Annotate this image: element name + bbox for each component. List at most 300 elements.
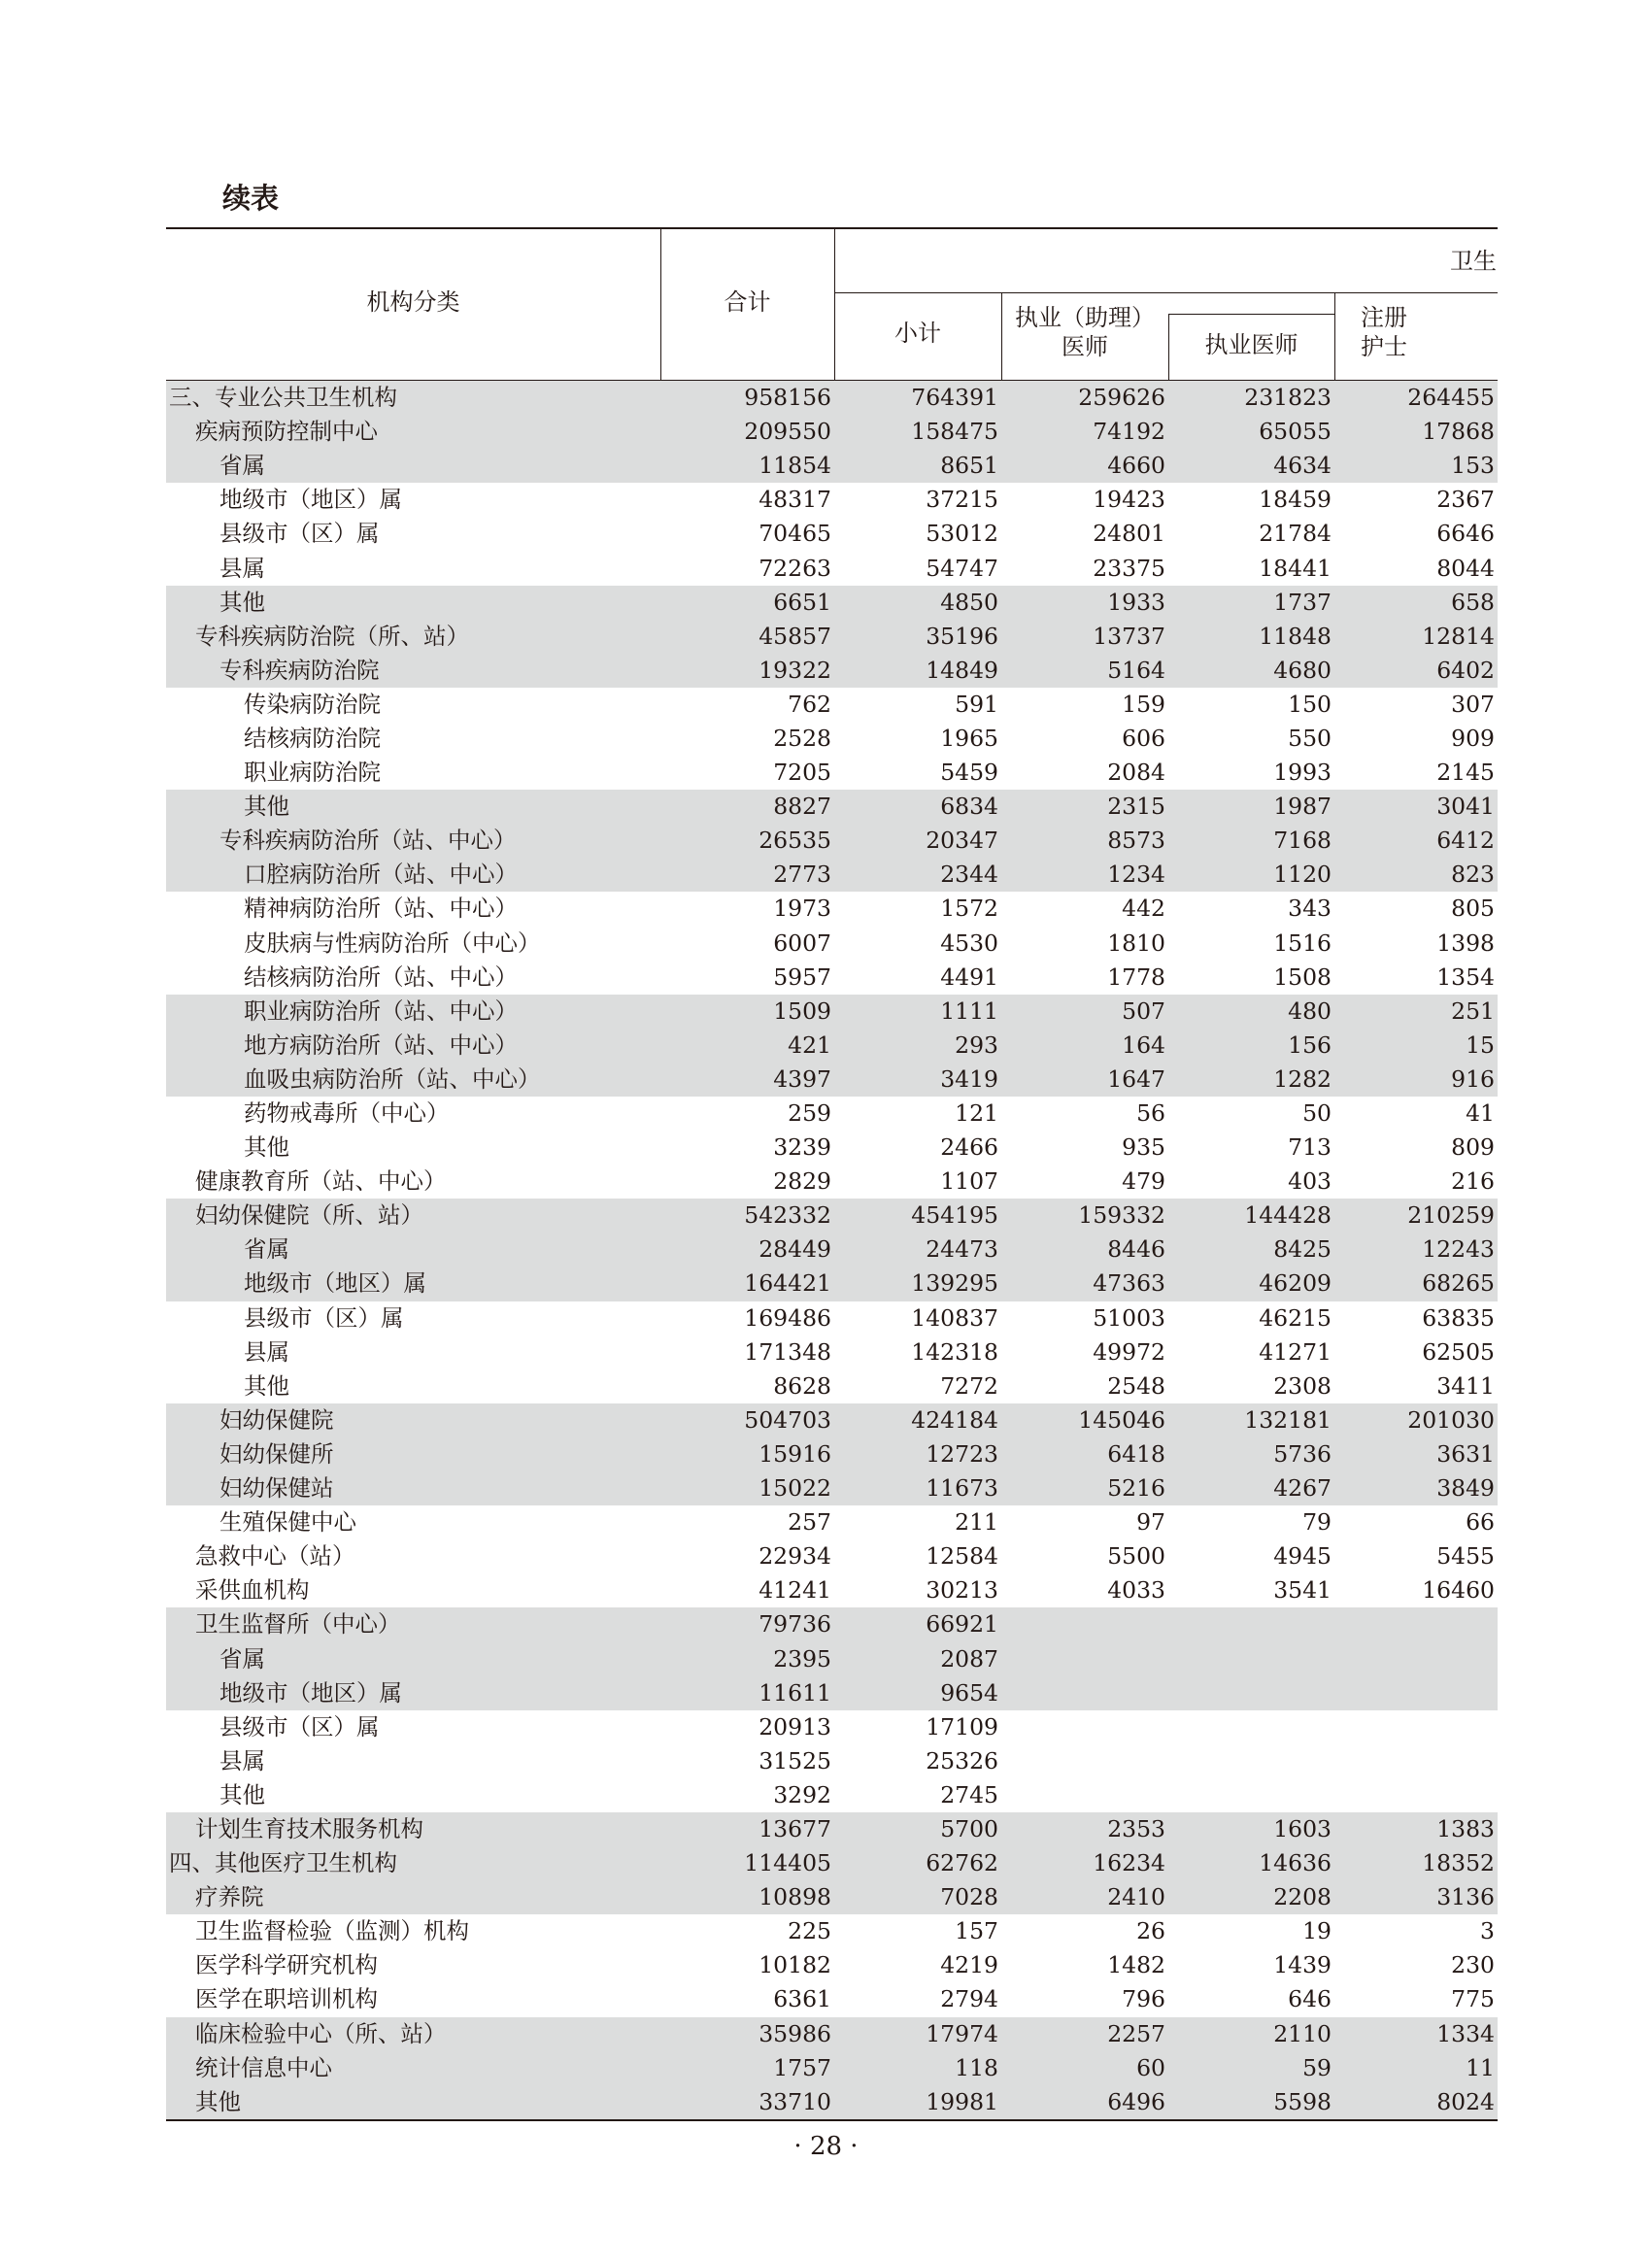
cell-total: 958156 [660,381,834,415]
cell-subtotal: 142318 [911,1337,998,1366]
table-row [166,1029,1498,1063]
row-label: 传染病防治院 [244,690,381,718]
cell-licensed-assistant: 8573 [1001,824,1168,858]
cell-total: 762 [788,690,831,718]
cell-licensed-doctor: 3541 [1273,1576,1332,1605]
cell-registered-nurse: 201030 [1334,1403,1498,1437]
cell-subtotal: 424184 [834,1403,1001,1437]
cell-licensed-assistant: 16234 [1001,1846,1168,1880]
row-label: 地级市（地区）属 [219,486,402,514]
cell-licensed-assistant: 74192 [1001,415,1168,449]
cell-subtotal: 20347 [834,824,1001,858]
table-row [166,892,1498,926]
cell-subtotal: 5459 [940,759,998,787]
table-header [166,227,1498,381]
header-licensed-doctor: 执业医师 [1204,331,1298,358]
cell-total: 72263 [759,554,831,582]
cell-subtotal: 30213 [926,1576,998,1605]
header-registered-nurse: 注册 护士 [1361,304,1407,360]
table-row [166,961,1498,995]
cell-registered-nurse: 3849 [1334,1471,1498,1505]
table-row [166,551,1498,585]
cell-licensed-doctor: 5736 [1168,1437,1334,1471]
cell-licensed-doctor: 231823 [1168,381,1334,415]
row-label: 地级市（地区）属 [166,1267,660,1301]
cell-total: 169486 [744,1303,831,1332]
cell-licensed-assistant: 49972 [1093,1337,1165,1366]
cell-subtotal: 454195 [834,1199,1001,1233]
cell-licensed-assistant: 259626 [1001,381,1168,415]
cell-total: 1509 [660,995,834,1029]
row-label: 卫生监督所（中心） [166,1607,660,1641]
cell-total: 15022 [660,1471,834,1505]
cell-subtotal: 19981 [834,2085,1001,2119]
header-subtotal: 小计 [894,320,941,347]
table-row [166,1437,1498,1471]
row-label: 县属 [244,1337,289,1366]
table-row [166,1846,1498,1880]
table-row [166,1505,1498,1539]
cell-licensed-doctor: 11848 [1168,620,1334,654]
cell-registered-nurse [1334,1744,1498,1778]
cell-licensed-assistant: 5216 [1001,1471,1168,1505]
table-row [166,927,1498,961]
cell-licensed-assistant: 47363 [1001,1267,1168,1301]
row-label: 医学在职培训机构 [195,1985,378,2013]
cell-licensed-assistant: 24801 [1093,520,1165,548]
cell-registered-nurse: 1354 [1436,963,1495,991]
cell-licensed-assistant: 935 [1122,1133,1165,1162]
cell-licensed-doctor [1168,1778,1334,1812]
cell-licensed-doctor: 2208 [1168,1880,1334,1914]
cell-licensed-doctor: 4267 [1168,1471,1334,1505]
cell-licensed-doctor: 79 [1302,1508,1332,1537]
cell-licensed-doctor: 343 [1288,895,1332,923]
table-row [166,1812,1498,1846]
cell-total: 1973 [773,895,831,923]
row-label: 急救中心（站） [195,1542,355,1571]
row-label: 其他 [244,1133,289,1162]
cell-licensed-doctor: 1737 [1168,586,1334,620]
header-health-group: 卫生 [1450,248,1497,275]
cell-subtotal: 293 [834,1029,1001,1063]
cell-registered-nurse [1334,1676,1498,1710]
cell-licensed-assistant: 2315 [1001,790,1168,824]
cell-total: 6361 [773,1985,831,2013]
cell-registered-nurse: 264455 [1334,381,1498,415]
data-table-body [166,381,1498,2119]
row-label: 县属 [219,1746,265,1774]
cell-total: 19322 [660,654,834,688]
cell-registered-nurse: 18352 [1334,1846,1498,1880]
cell-licensed-doctor: 144428 [1168,1199,1334,1233]
cell-licensed-assistant: 1482 [1107,1951,1165,1979]
cell-licensed-doctor [1168,1744,1334,1778]
cell-registered-nurse: 909 [1451,724,1495,752]
cell-licensed-doctor [1168,1710,1334,1744]
cell-licensed-doctor: 65055 [1168,415,1334,449]
cell-licensed-doctor: 713 [1288,1133,1332,1162]
cell-licensed-doctor: 550 [1288,724,1332,752]
cell-subtotal: 25326 [926,1746,998,1774]
row-label: 省属 [166,1233,660,1267]
row-label: 地级市（地区）属 [166,1676,660,1710]
cell-subtotal: 8651 [834,449,1001,483]
cell-total: 3292 [773,1780,831,1808]
cell-licensed-doctor: 50 [1302,1099,1332,1128]
cell-registered-nurse: 8044 [1436,554,1495,582]
cell-total: 542332 [660,1199,834,1233]
row-label: 临床检验中心（所、站） [166,2017,660,2051]
cell-registered-nurse [1334,1641,1498,1675]
cell-subtotal: 140837 [911,1303,998,1332]
cell-subtotal: 12723 [834,1437,1001,1471]
table-row [166,1165,1498,1199]
cell-registered-nurse: 17868 [1334,415,1498,449]
header-category: 机构分类 [366,288,460,316]
cell-licensed-assistant: 1234 [1001,858,1168,892]
cell-registered-nurse: 11 [1334,2051,1498,2085]
cell-registered-nurse [1334,1710,1498,1744]
cell-total: 3239 [773,1133,831,1162]
cell-licensed-doctor [1168,1607,1334,1641]
cell-registered-nurse: 2367 [1436,486,1495,514]
table-row [166,620,1498,654]
table-row [166,654,1498,688]
cell-total: 22934 [759,1542,831,1571]
cell-registered-nurse: 12243 [1334,1233,1498,1267]
table-row [166,1744,1498,1778]
cell-subtotal: 17974 [834,2017,1001,2051]
table-row [166,1471,1498,1505]
cell-licensed-assistant: 23375 [1093,554,1165,582]
row-label: 妇幼保健院（所、站） [166,1199,660,1233]
cell-licensed-assistant: 13737 [1001,620,1168,654]
cell-total: 13677 [660,1812,834,1846]
cell-registered-nurse: 6646 [1436,520,1495,548]
table-row [166,858,1498,892]
cell-licensed-doctor: 4680 [1168,654,1334,688]
cell-total: 28449 [660,1233,834,1267]
row-label: 县级市（区）属 [244,1303,404,1332]
table-row [166,2017,1498,2051]
table-row [166,415,1498,449]
table-row [166,1403,1498,1437]
row-label: 采供血机构 [195,1576,310,1605]
cell-licensed-doctor: 1603 [1168,1812,1334,1846]
cell-licensed-doctor: 46215 [1259,1303,1332,1332]
table-row [166,381,1498,415]
cell-total: 33710 [660,2085,834,2119]
cell-total: 6007 [773,929,831,957]
cell-licensed-assistant: 164 [1001,1029,1168,1063]
cell-registered-nurse: 3411 [1436,1371,1495,1400]
cell-registered-nurse: 63835 [1422,1303,1495,1332]
row-label: 健康教育所（站、中心） [195,1167,447,1196]
cell-registered-nurse: 12814 [1334,620,1498,654]
cell-registered-nurse: 6412 [1334,824,1498,858]
cell-subtotal: 2794 [940,1985,998,2013]
cell-subtotal: 11673 [834,1471,1001,1505]
row-label: 县级市（区）属 [219,520,380,548]
cell-licensed-assistant: 97 [1136,1508,1165,1537]
table-row [166,517,1498,551]
table-row [166,1676,1498,1710]
row-label: 专科疾病防治所（站、中心） [166,824,660,858]
cell-licensed-assistant: 19423 [1093,486,1165,514]
cell-subtotal: 5700 [834,1812,1001,1846]
cell-registered-nurse: 307 [1451,690,1495,718]
cell-licensed-doctor: 132181 [1168,1403,1334,1437]
cell-subtotal: 62762 [834,1846,1001,1880]
row-label: 县属 [219,554,265,582]
cell-registered-nurse [1334,1607,1498,1641]
cell-subtotal: 764391 [834,381,1001,415]
cell-licensed-assistant [1001,1607,1168,1641]
table-row [166,1131,1498,1165]
cell-licensed-doctor: 1993 [1273,759,1332,787]
cell-licensed-assistant: 51003 [1093,1303,1165,1332]
row-label: 其他 [166,2085,660,2119]
cell-subtotal: 4491 [940,963,998,991]
cell-registered-nurse: 66 [1466,1508,1495,1537]
cell-subtotal: 2087 [834,1641,1001,1675]
cell-registered-nurse: 916 [1334,1063,1498,1097]
cell-licensed-doctor: 46209 [1168,1267,1334,1301]
cell-subtotal: 66921 [834,1607,1001,1641]
row-label: 统计信息中心 [166,2051,660,2085]
cell-licensed-doctor: 1508 [1273,963,1332,991]
cell-total: 2395 [660,1641,834,1675]
cell-subtotal: 12584 [926,1542,998,1571]
cell-registered-nurse: 809 [1451,1133,1495,1162]
cell-total: 45857 [660,620,834,654]
cell-registered-nurse: 15 [1334,1029,1498,1063]
cell-subtotal: 591 [955,690,998,718]
table-row [166,722,1498,756]
cell-licensed-doctor: 150 [1288,690,1332,718]
cell-registered-nurse: 41 [1466,1099,1495,1128]
cell-registered-nurse: 658 [1334,586,1498,620]
cell-registered-nurse: 5455 [1436,1542,1495,1571]
row-label: 地方病防治所（站、中心） [166,1029,660,1063]
cell-licensed-assistant: 1933 [1001,586,1168,620]
row-label: 结核病防治所（站、中心） [244,963,518,991]
cell-total: 6651 [660,586,834,620]
table-row [166,1914,1498,1948]
row-label: 妇幼保健院 [166,1403,660,1437]
row-label: 计划生育技术服务机构 [166,1812,660,1846]
row-label: 卫生监督检验（监测）机构 [195,1917,469,1945]
cell-subtotal: 157 [955,1917,998,1945]
table-row [166,1880,1498,1914]
cell-licensed-assistant: 606 [1122,724,1165,752]
cell-registered-nurse: 823 [1334,858,1498,892]
cell-licensed-assistant: 6418 [1001,1437,1168,1471]
cell-total: 31525 [759,1746,831,1774]
cell-total: 2528 [773,724,831,752]
cell-total: 171348 [744,1337,831,1366]
table-row [166,1573,1498,1607]
cell-licensed-doctor: 14636 [1168,1846,1334,1880]
table-row [166,756,1498,790]
cell-registered-nurse: 1398 [1436,929,1495,957]
table-bottom-rule [166,2119,1498,2121]
cell-subtotal: 158475 [834,415,1001,449]
cell-total: 5957 [773,963,831,991]
cell-total: 8827 [660,790,834,824]
cell-registered-nurse: 3 [1480,1917,1495,1945]
cell-total: 504703 [660,1403,834,1437]
cell-subtotal: 139295 [834,1267,1001,1301]
row-label: 疗养院 [166,1880,660,1914]
cell-licensed-assistant [1001,1676,1168,1710]
cell-subtotal: 118 [834,2051,1001,2085]
cell-licensed-doctor: 1987 [1168,790,1334,824]
table-row [166,790,1498,824]
table-row [166,1335,1498,1369]
cell-registered-nurse: 210259 [1334,1199,1498,1233]
cell-registered-nurse: 68265 [1334,1267,1498,1301]
cell-registered-nurse: 3041 [1334,790,1498,824]
cell-subtotal: 6834 [834,790,1001,824]
cell-subtotal: 2344 [834,858,1001,892]
cell-total: 1757 [660,2051,834,2085]
cell-total: 8628 [773,1371,831,1400]
cell-total: 70465 [759,520,831,548]
cell-subtotal: 17109 [926,1712,998,1740]
cell-licensed-assistant: 479 [1122,1167,1165,1196]
cell-licensed-assistant: 2410 [1001,1880,1168,1914]
cell-registered-nurse: 153 [1334,449,1498,483]
cell-subtotal: 54747 [926,554,998,582]
table-row [166,1539,1498,1573]
table-row [166,2085,1498,2119]
table-row [166,1948,1498,1982]
cell-licensed-doctor: 1516 [1273,929,1332,957]
cell-subtotal: 35196 [834,620,1001,654]
cell-licensed-doctor: 5598 [1168,2085,1334,2119]
cell-licensed-assistant: 5164 [1001,654,1168,688]
cell-total: 225 [788,1917,831,1945]
row-label: 专科疾病防治院 [166,654,660,688]
cell-total: 20913 [759,1712,831,1740]
table-row [166,1710,1498,1744]
page-number: · 28 · [793,2132,859,2161]
cell-subtotal: 1965 [940,724,998,752]
cell-total: 15916 [660,1437,834,1471]
cell-subtotal: 3419 [834,1063,1001,1097]
cell-total: 79736 [660,1607,834,1641]
table-row [166,449,1498,483]
cell-total: 4397 [660,1063,834,1097]
cell-total: 259 [788,1099,831,1128]
cell-total: 2829 [773,1167,831,1196]
table-row [166,1233,1498,1267]
cell-registered-nurse: 8024 [1334,2085,1498,2119]
cell-licensed-doctor: 4945 [1273,1542,1332,1571]
cell-total: 26535 [660,824,834,858]
cell-licensed-doctor: 2308 [1273,1371,1332,1400]
cell-total: 11611 [660,1676,834,1710]
row-label: 皮肤病与性病防治所（中心） [244,929,541,957]
cell-licensed-doctor: 1439 [1273,1951,1332,1979]
row-label: 三、专业公共卫生机构 [166,381,660,415]
cell-registered-nurse: 230 [1451,1951,1495,1979]
row-label: 结核病防治院 [244,724,381,752]
cell-licensed-assistant: 1647 [1001,1063,1168,1097]
cell-total: 114405 [660,1846,834,1880]
cell-licensed-assistant: 159 [1122,690,1165,718]
cell-registered-nurse: 2145 [1436,759,1495,787]
cell-registered-nurse: 251 [1334,995,1498,1029]
cell-registered-nurse: 3136 [1334,1880,1498,1914]
cell-licensed-doctor: 18441 [1259,554,1332,582]
cell-subtotal: 37215 [926,486,998,514]
row-label: 省属 [166,1641,660,1675]
cell-total: 257 [788,1508,831,1537]
cell-subtotal: 14849 [834,654,1001,688]
cell-licensed-doctor: 403 [1288,1167,1332,1196]
cell-licensed-assistant: 2257 [1001,2017,1168,2051]
table-row [166,824,1498,858]
cell-licensed-assistant: 4660 [1001,449,1168,483]
cell-registered-nurse: 805 [1451,895,1495,923]
table-continued-title: 续表 [222,182,280,215]
cell-subtotal: 1572 [940,895,998,923]
cell-licensed-assistant: 26 [1136,1917,1165,1945]
cell-total: 2773 [660,858,834,892]
cell-total: 10898 [660,1880,834,1914]
data-table [166,227,1498,2121]
header-licensed-assistant: 执业（助理） 医师 [1015,304,1155,360]
cell-licensed-assistant: 1810 [1107,929,1165,957]
row-label: 生殖保健中心 [219,1508,356,1537]
cell-licensed-assistant: 4033 [1107,1576,1165,1605]
cell-registered-nurse: 1334 [1334,2017,1498,2051]
row-label: 其他 [166,790,660,824]
cell-total: 35986 [660,2017,834,2051]
cell-subtotal: 2466 [940,1133,998,1162]
row-label: 口腔病防治所（站、中心） [166,858,660,892]
cell-licensed-doctor [1168,1676,1334,1710]
cell-registered-nurse: 62505 [1422,1337,1495,1366]
cell-licensed-assistant [1001,1710,1168,1744]
cell-registered-nurse: 216 [1451,1167,1495,1196]
cell-licensed-assistant: 8446 [1001,1233,1168,1267]
cell-total: 11854 [660,449,834,483]
cell-total: 41241 [759,1576,831,1605]
cell-registered-nurse: 6402 [1334,654,1498,688]
cell-subtotal: 121 [955,1099,998,1128]
row-label: 医学科学研究机构 [195,1951,378,1979]
cell-licensed-doctor [1168,1641,1334,1675]
cell-licensed-doctor: 7168 [1168,824,1334,858]
cell-registered-nurse: 1383 [1334,1812,1498,1846]
row-label: 其他 [244,1371,289,1400]
cell-subtotal: 4850 [834,586,1001,620]
cell-subtotal: 7028 [834,1880,1001,1914]
cell-total: 48317 [759,486,831,514]
cell-licensed-doctor: 8425 [1168,1233,1334,1267]
cell-licensed-assistant: 796 [1122,1985,1165,2013]
cell-registered-nurse: 3631 [1334,1437,1498,1471]
cell-licensed-doctor: 156 [1168,1029,1334,1063]
cell-licensed-doctor: 41271 [1259,1337,1332,1366]
cell-subtotal: 4530 [940,929,998,957]
row-label: 药物戒毒所（中心） [244,1099,450,1128]
cell-licensed-assistant: 507 [1001,995,1168,1029]
